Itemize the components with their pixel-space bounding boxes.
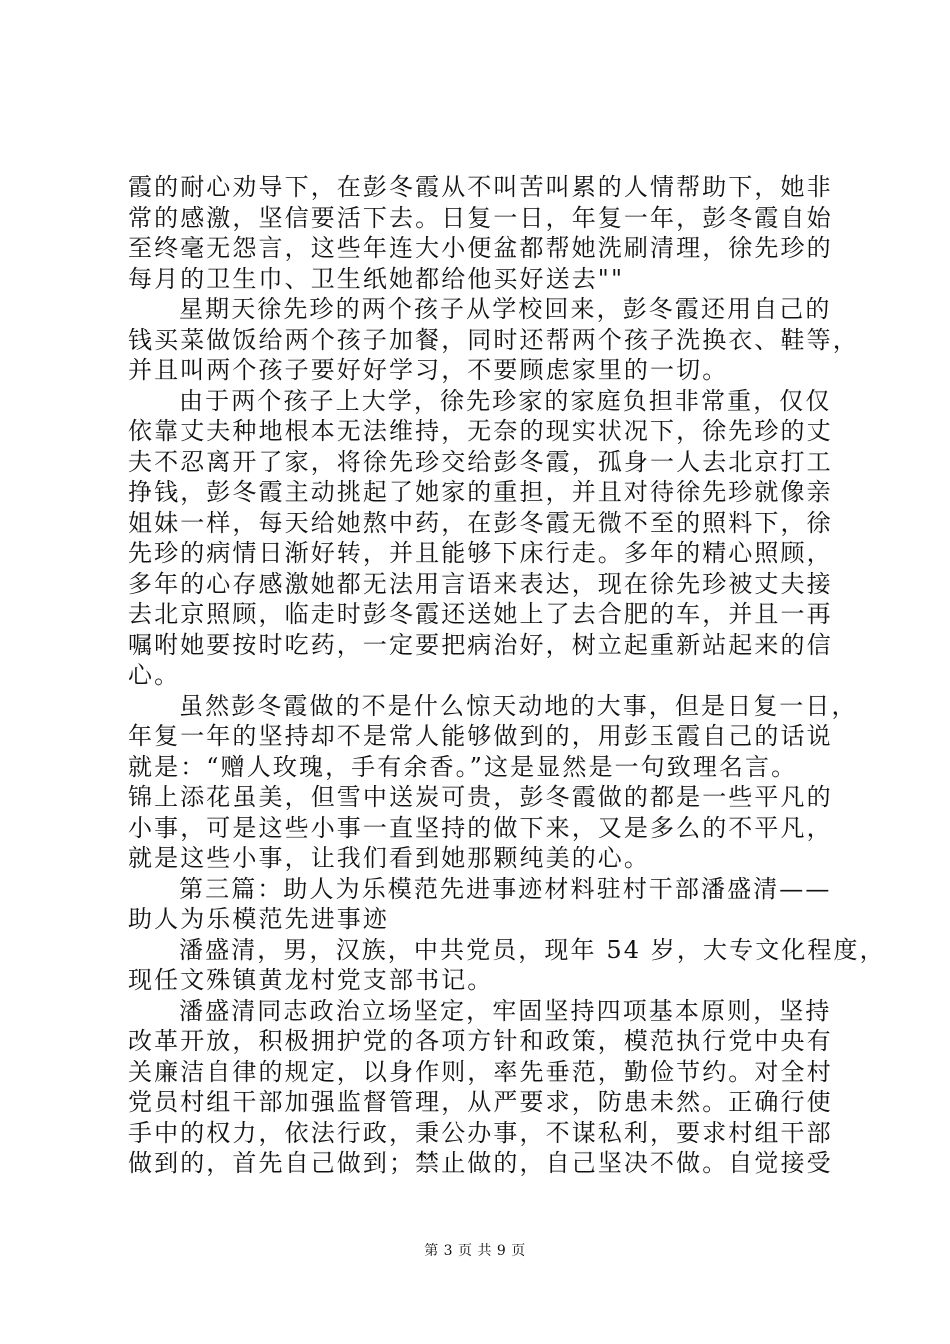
text-line: 常的感激，坚信要活下去。日复一日，年复一年，彭冬霞自始 [128,203,833,232]
paragraph-first-line: 潘盛清同志政治立场坚定，牢固坚持四项基本原则，坚持 [179,996,832,1025]
text-line: 手中的权力，依法行政，秉公办事，不谋私利，要求村组干部 [128,1118,833,1147]
text-line: 就是：“赠人玫瑰，手有余香。”这是显然是一句致理名言。 [128,752,798,781]
text-line: 就是这些小事，让我们看到她那颗纯美的心。 [128,844,650,872]
section-heading: 第三篇：助人为乐模范先进事迹材料驻村干部潘盛清—— [179,874,832,903]
text-line: 改革开放，积极拥护党的各项方针和政策，模范执行党中央有 [128,1027,833,1055]
text-line: 钱买菜做饭给两个孩子加餐，同时还帮两个孩子洗换衣、鞋等， [128,325,859,354]
text-line: 每月的卫生巾、卫生纸她都给他买好送去"" [128,264,625,293]
section-heading-continued: 助人为乐模范先进事迹 [128,905,389,933]
text-line: 做到的，首先自己做到；禁止做的，自己坚决不做。自觉接受 [128,1149,833,1177]
text-line: 夫不忍离开了家，将徐先珍交给彭冬霞，孤身一人去北京打工 [128,447,833,476]
text-line: 锦上添花虽美，但雪中送炭可贵，彭冬霞做的都是一些平凡的 [128,783,833,811]
page-number-footer: 第 3 页 共 9 页 [424,1243,526,1259]
text-line: 多年的心存感激她都无法用言语来表达，现在徐先珍被丈夫接 [128,569,833,598]
text-line: 心。 [128,661,181,689]
paragraph-first-line: 虽然彭冬霞做的不是什么惊天动地的大事，但是日复一日， [179,691,858,720]
paragraph-first-line: 潘盛清，男，汉族，中共党员，现年 54 岁，大专文化程度， [179,935,886,964]
paragraph-first-line: 星期天徐先珍的两个孩子从学校回来，彭冬霞还用自己的 [179,295,832,323]
text-line: 年复一年的坚持却不是常人能够做到的，用彭玉霞自己的话说 [128,722,833,750]
text-line: 小事，可是这些小事一直坚持的做下来，又是多么的不平凡， [128,813,833,842]
document-body [128,172,886,1179]
text-line: 依靠丈夫种地根本无法维持，无奈的现实状况下，徐先珍的丈 [128,417,833,445]
text-line: 现任文殊镇黄龙村党支部书记。 [128,966,494,994]
text-line: 党员村组干部加强监督管理，从严要求，防患未然。正确行使 [128,1088,833,1116]
text-line: 去北京照顾，临走时彭冬霞还送她上了去合肥的车，并且一再 [128,600,833,628]
text-line: 姐妹一样，每天给她熬中药，在彭冬霞无微不至的照料下，徐 [128,508,833,537]
text-line: 挣钱，彭冬霞主动挑起了她家的重担，并且对待徐先珍就像亲 [128,478,833,506]
text-line: 嘱咐她要按时吃药，一定要把病治好，树立起重新站起来的信 [128,630,833,659]
text-line: 至终毫无怨言，这些年连大小便盆都帮她洗刷清理，徐先珍的 [128,234,833,262]
text-line: 并且叫两个孩子要好好学习，不要顾虑家里的一切。 [128,356,729,384]
text-line: 关廉洁自律的规定，以身作则，率先垂范，勤俭节约。对全村 [128,1057,833,1086]
text-line: 霞的耐心劝导下，在彭冬霞从不叫苦叫累的人情帮助下，她非 [128,173,833,201]
text-line: 先珍的病情日渐好转，并且能够下床行走。多年的精心照顾， [128,539,833,567]
paragraph-first-line: 由于两个孩子上大学，徐先珍家的家庭负担非常重，仅仅 [179,386,832,415]
